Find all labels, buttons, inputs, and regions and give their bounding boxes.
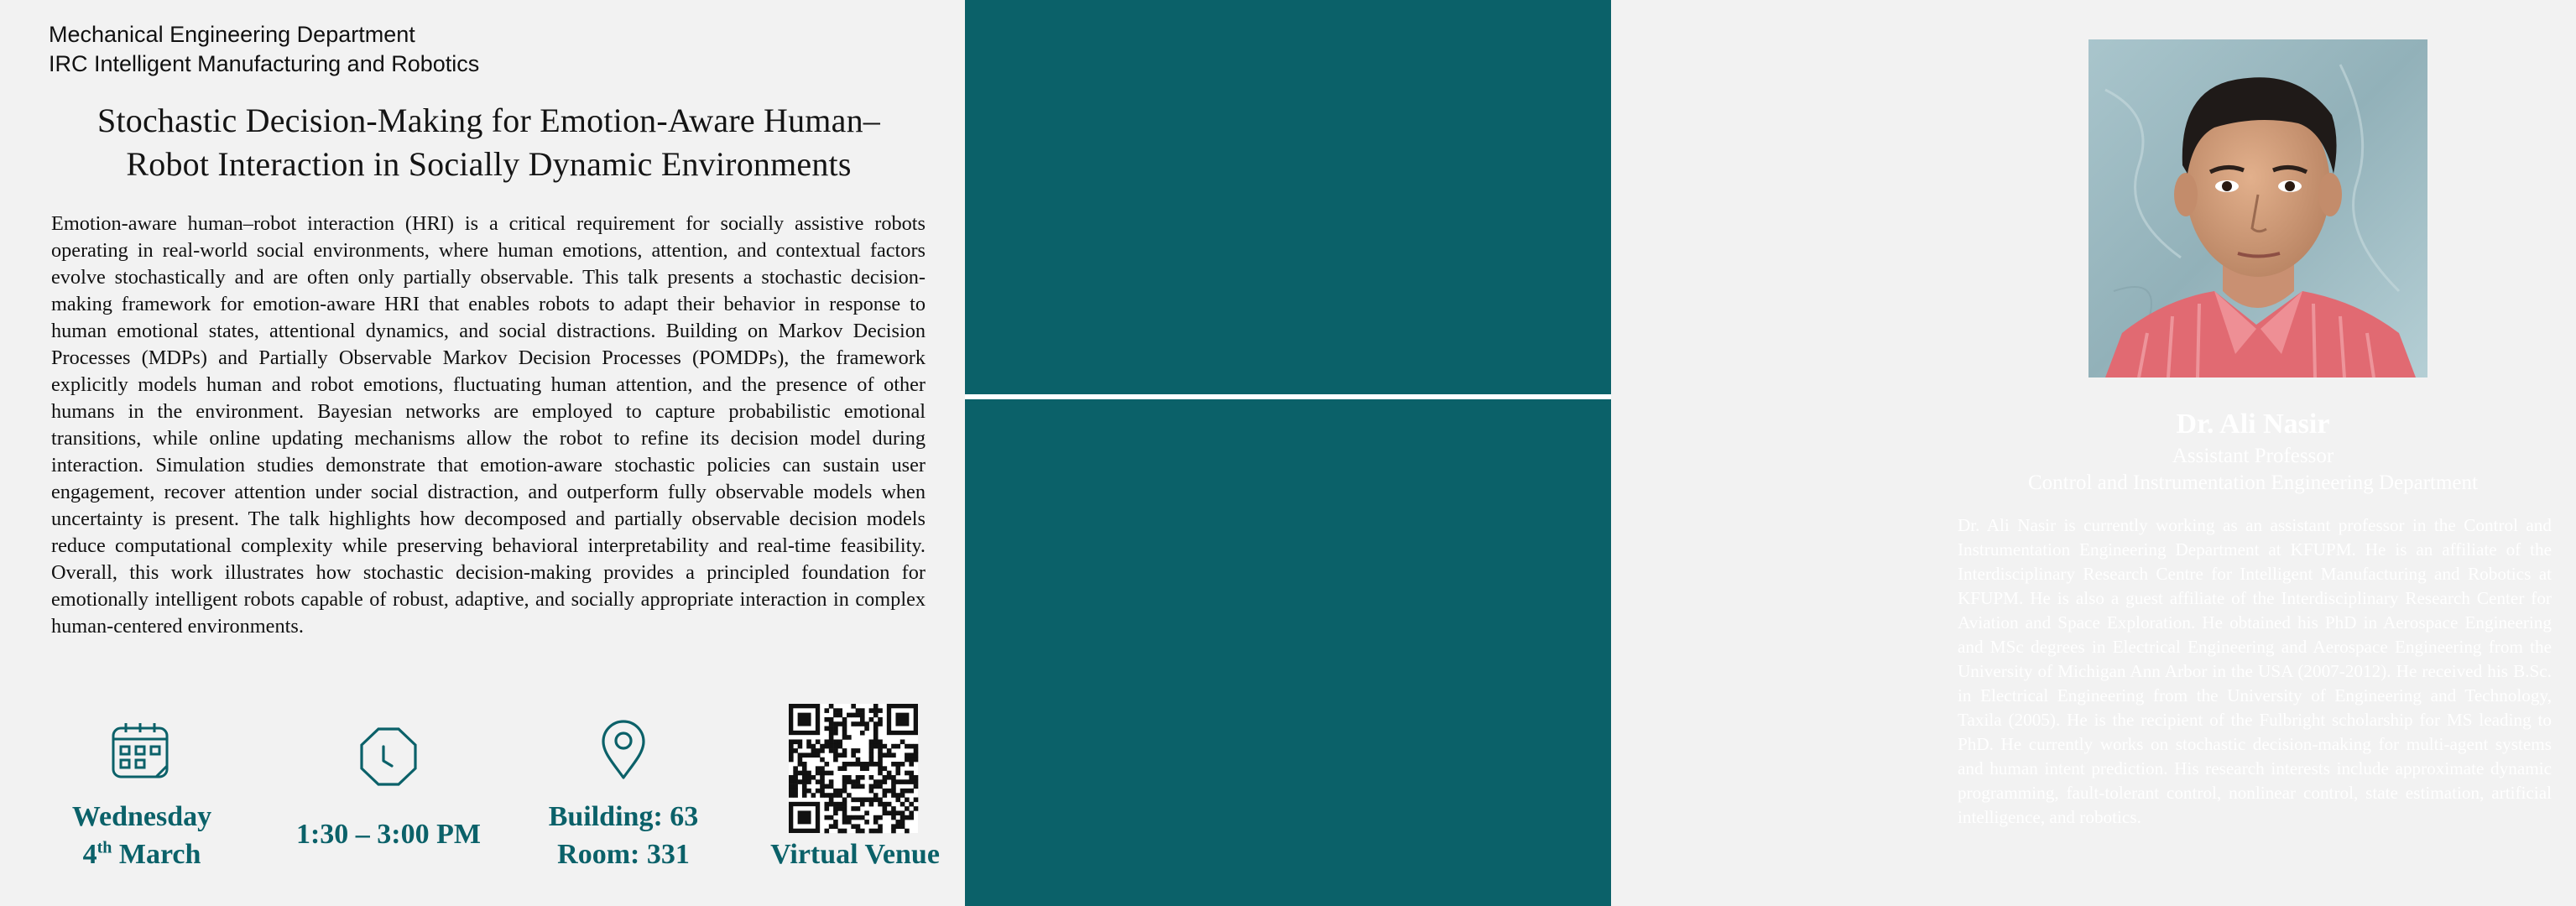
talk-title-line1: Stochastic Decision-Making for Emotion-Aware Human– [97, 102, 880, 139]
qr-code[interactable] [789, 704, 918, 833]
speaker-name: Dr. Ali Nasir [2176, 409, 2330, 440]
speaker-photo [2088, 39, 2427, 378]
event-month: March [118, 839, 201, 870]
event-date-number: 4 [82, 839, 97, 870]
event-room: Room: 331 [557, 839, 690, 870]
talk-title-line2: Robot Interaction in Socially Dynamic Environments [126, 145, 852, 183]
speaker-department: Control and Instrumentation Engineering Department [2028, 471, 2478, 494]
research-center-name: IRC Intelligent Manufacturing and Robotics [49, 51, 480, 76]
event-date-line [50, 836, 233, 873]
panel-divider [965, 394, 1611, 399]
talk-abstract: Emotion-aware human–robot interaction (HRI) is a critical requirement for socially assistive robots operating in real-world social environments, where human emotions, attention, and contextual factors evolve stochastically and are often only partially observable. This talk presents a stochastic decision-making framework for emotion-aware HRI that enables robots to adapt their behavior in response to human emotional states, attentional dynamics, and social distractions. Building on Markov Decision Processes (MDPs) and Partially Observable Markov Decision Processes (POMDPs), the framework explicitly models human and robot emotions, fluctuating human attention, and the presence of other humans in the environment. Bayesian networks are employed to capture probabilistic emotional transitions, while online updating mechanisms allow the robot to refine its decision model during interaction. Simulation studies demonstrate that emotion-aware stochastic policies can sustain user engagement, recover attention under social distraction, and outperform fully observable models when uncertainty is present. The talk highlights how decomposed and partially observable decision models reduce computational complexity while preserving behavioral interpretability and real-time feasibility. Overall, this work illustrates how stochastic decision-making provides a principled foundation for emotionally intelligent robots capable of robust, adaptive, and socially appropriate interaction in complex human-centered environments. [51, 212, 926, 638]
calendar-icon [111, 721, 171, 782]
talk-title [42, 99, 936, 186]
event-panel [0, 0, 965, 906]
event-day: Wednesday [71, 801, 212, 832]
department-name: Mechanical Engineering Department [49, 22, 415, 47]
event-building: Building: 63 [548, 801, 699, 832]
event-date-suffix: th [96, 838, 112, 857]
virtual-venue-label: Virtual Venue [770, 839, 940, 870]
speaker-role: Assistant Professor [2172, 445, 2334, 467]
speaker-panel [965, 0, 2552, 906]
event-time: 1:30 – 3:00 PM [295, 819, 481, 850]
clock-icon [358, 726, 419, 787]
event-date [50, 798, 233, 873]
organizer-block [49, 20, 479, 79]
location-pin-icon [601, 719, 646, 779]
speaker-bio: Dr. Ali Nasir is currently working as an assistant professor in the Control and Instrumentation Engineering Department at KFUPM. He is an affiliate of the Interdisciplinary Research Centre for Intelligent Manufacturing and Robotics at KFUPM. He is also a guest affiliate of the Interdisciplinary Research Center for Aviation and Space Exploration. He obtained his PhD in Aerospace Engineering and MSc degrees in Electrical Engineering and Aerospace Engineering from the University of Michigan Ann Arbor in the USA (2007-2012). He received his B.Sc. in Electrical Engineering from the University of Engineering and Technology, Taxila (2005). He is the recipient of the Fulbright scholarship for MS leading to PhD. He currently works on stochastic decision-making for multi-agent systems and human intent prediction. His research interests include approximate dynamic programming, fault-tolerant control, nonlinear control, state estimation, artificial intelligence, and robotics. [1958, 515, 2552, 827]
event-location [520, 798, 727, 873]
